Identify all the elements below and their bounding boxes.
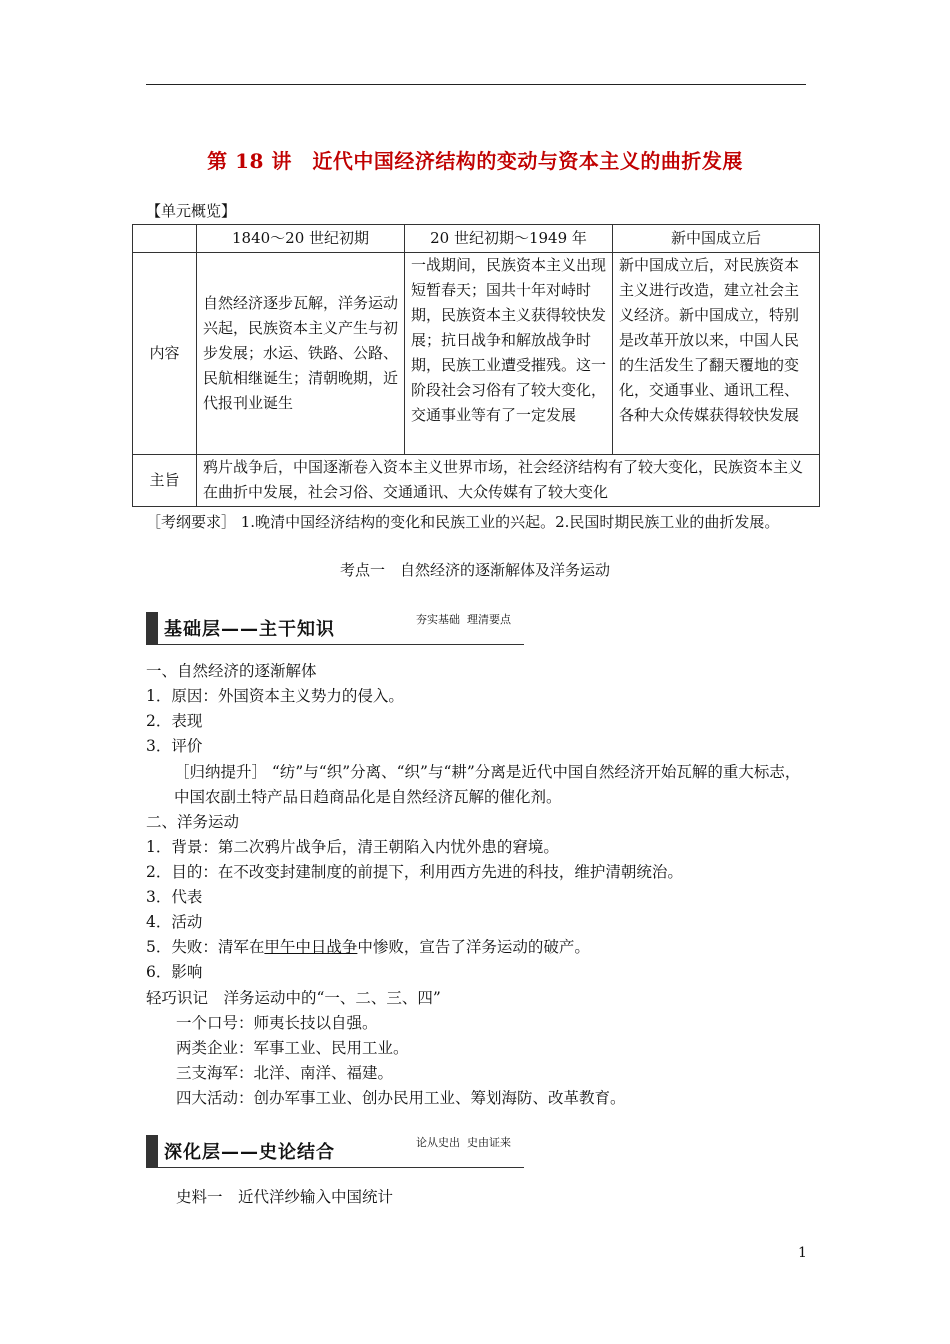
underlined-term: 甲午中日战争 (264, 938, 358, 956)
banner-bar (146, 612, 158, 644)
table-row-content (133, 253, 820, 455)
table-header-cell (133, 225, 197, 253)
basic-layer-banner (146, 612, 524, 646)
heading-natural-economy: 一、自然经济的逐渐解体 (146, 662, 317, 680)
list-item: 4．活动 (146, 913, 203, 931)
page-title: 第 18 讲 近代中国经济结构的变动与资本主义的曲折发展 (207, 149, 743, 173)
section-title: 考点一 自然经济的逐渐解体及洋务运动 (339, 561, 610, 579)
row-label-content: 内容 (133, 253, 197, 455)
overview-label: 【单元概览】 (146, 202, 237, 220)
memory-line: 四大活动：创办军事工业、创办民用工业、筹划海防、改革教育。 (176, 1089, 626, 1107)
exam-requirements: ［考纲要求］ 1.晚清中国经济结构的变化和民族工业的兴起。2.民国时期民族工业的曲折发展。 (146, 513, 780, 531)
table-header-cell: 20 世纪初期～1949 年 (405, 225, 613, 253)
header-rule (146, 84, 806, 85)
banner-tag: 论从史出 史由证来 (416, 1136, 511, 1149)
summary-note: ［归纳提升］ “纺”与“织”分离、“织”与“耕”分离是近代中国自然经济开始瓦解的重大标志，中国农副土特产品日趋商品化是自然经济瓦解的催化剂。 (174, 763, 801, 806)
banner-label: 基础层——主干知识 (164, 619, 335, 640)
table-cell: 自然经济逐步瓦解，洋务运动兴起，民族资本主义产生与初步发展；水运、铁路、公路、民航相继诞生；清朝晚期，近代报刊业诞生 (197, 253, 405, 455)
banner-bar (146, 1135, 158, 1167)
list-item: 1．背景：第二次鸦片战争后，清王朝陷入内忧外患的窘境。 (146, 838, 559, 856)
list-item: 2．表现 (146, 712, 203, 730)
table-cell: 鸦片战争后，中国逐渐卷入资本主义世界市场，社会经济结构有了较大变化，民族资本主义在曲折中发展，社会习俗、交通通讯、大众传媒有了较大变化 (197, 455, 820, 507)
memory-line: 两类企业：军事工业、民用工业。 (176, 1039, 409, 1057)
row-label-theme: 主旨 (133, 455, 197, 507)
list-item: 3．代表 (146, 888, 203, 906)
table-header-row (133, 225, 820, 253)
memory-heading: 轻巧识记 洋务运动中的“一、二、三、四” (146, 989, 441, 1007)
banner-rule (146, 644, 524, 645)
banner-rule (146, 1167, 524, 1168)
source-caption: 史料一 近代洋纱输入中国统计 (176, 1188, 394, 1206)
list-item: 2．目的：在不改变封建制度的前提下，利用西方先进的科技，维护清朝统治。 (146, 863, 683, 881)
list-item: 1．原因：外国资本主义势力的侵入。 (146, 687, 404, 705)
memory-line: 一个口号：师夷长技以自强。 (176, 1014, 378, 1032)
table-cell: 一战期间，民族资本主义出现短暂春天；国共十年对峙时期，民族资本主义获得较快发展；抗日战争和解放战争时期，民族工业遭受摧残。这一阶段社会习俗有了较大变化，交通事业等有了一定发展 (405, 253, 613, 455)
deep-layer-banner (146, 1135, 524, 1169)
page-number: 1 (798, 1245, 807, 1261)
table-header-cell: 新中国成立后 (613, 225, 820, 253)
banner-label: 深化层——史论结合 (164, 1142, 335, 1163)
list-item-text: 中惨败，宣告了洋务运动的破产。 (357, 938, 590, 956)
list-item: 3．评价 (146, 737, 203, 755)
heading-westernization: 二、洋务运动 (146, 813, 240, 831)
table-cell: 新中国成立后，对民族资本主义进行改造，建立社会主义经济。新中国成立，特别是改革开放以来，中国人民的生活发生了翻天覆地的变化，交通事业、通讯工程、各种大众传媒获得较快发展 (613, 253, 820, 455)
banner-tag: 夯实基础 理清要点 (416, 613, 511, 626)
overview-table (132, 224, 820, 507)
memory-line: 三支海军：北洋、南洋、福建。 (176, 1064, 394, 1082)
table-row-theme (133, 455, 820, 507)
table-header-cell: 1840～20 世纪初期 (197, 225, 405, 253)
list-item (146, 935, 590, 959)
list-item-text: 5．失败：清军在 (146, 938, 265, 956)
list-item: 6．影响 (146, 963, 203, 981)
